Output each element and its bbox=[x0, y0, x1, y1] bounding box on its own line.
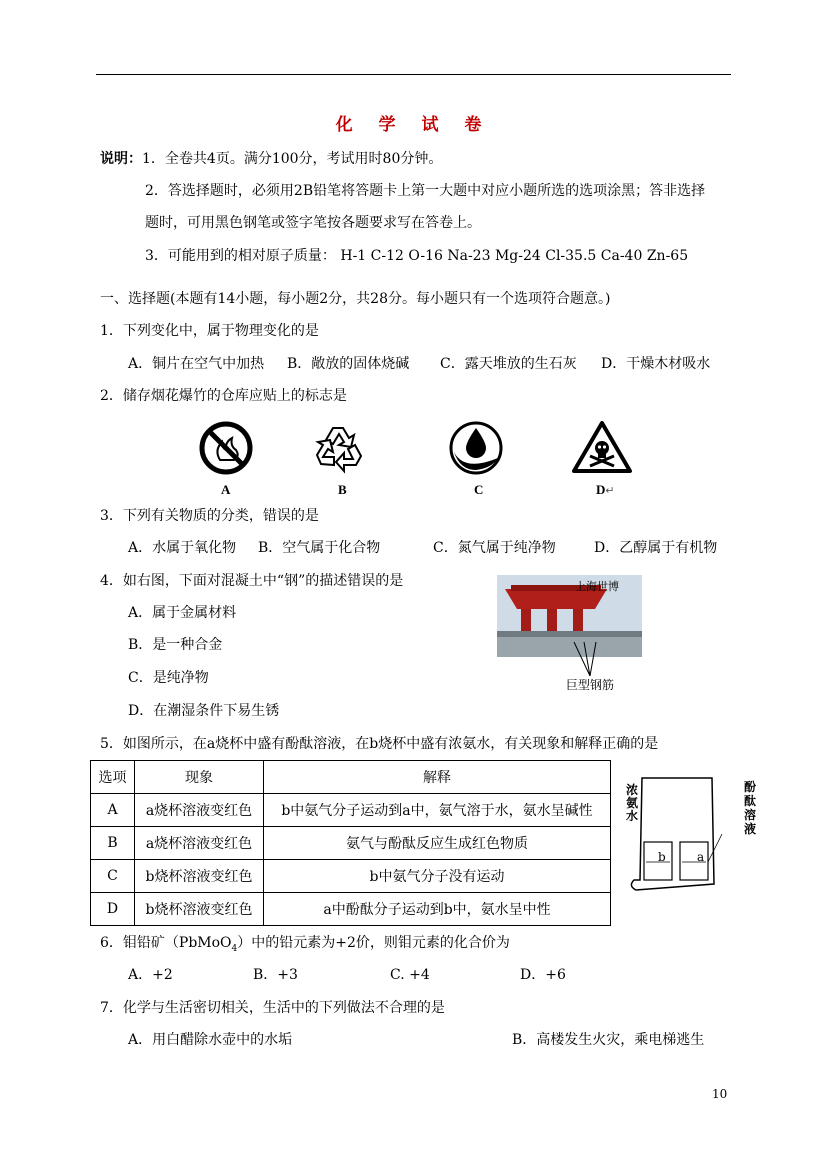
note-1: 1．全卷共4页。满分100分，考试用时80分钟。 bbox=[142, 151, 443, 167]
q5-stem: 5．如图所示，在a烧杯中盛有酚酞溶液，在b烧杯中盛有浓氨水，有关现象和解释正确的是 bbox=[100, 736, 659, 752]
return-arrow-icon: ↵ bbox=[605, 485, 615, 497]
table-cell: b中氨气分子运动到a中，氨气溶于水，氨水呈碱性 bbox=[264, 794, 611, 827]
fig-label-ammonia: 浓氨水 bbox=[626, 783, 639, 823]
q5-table bbox=[90, 760, 611, 926]
table-header-cell: 现象 bbox=[135, 761, 264, 794]
table-cell: C bbox=[91, 860, 135, 893]
note-2b: 题时，可用黑色钢笔或签字笔按各题要求写在答卷上。 bbox=[145, 215, 481, 231]
q4-option-a: A．属于金属材料 bbox=[128, 605, 237, 621]
table-cell: a中酚酞分子运动到b中，氨水呈中性 bbox=[264, 893, 611, 926]
q2-label-d bbox=[596, 482, 615, 498]
section-heading: 一、选择题(本题有14小题，每小题2分，共28分。每小题只有一个选项符合题意。) bbox=[100, 291, 611, 307]
q1-option-b: B．敞放的固体烧碱 bbox=[287, 356, 410, 372]
header-rule bbox=[96, 74, 731, 75]
notes-line-1 bbox=[100, 150, 442, 168]
table-row bbox=[91, 794, 611, 827]
toxic-sign-icon bbox=[571, 420, 633, 474]
page-number: 10 bbox=[712, 1087, 728, 1101]
q6-stem-post: ）中的铅元素为+2价，则钼元素的化合价为 bbox=[237, 935, 510, 951]
q2-label-a: A bbox=[221, 482, 231, 497]
q7-stem: 7．化学与生活密切相关，生活中的下列做法不合理的是 bbox=[100, 1000, 445, 1016]
table-cell: b中氨气分子没有运动 bbox=[264, 860, 611, 893]
q2-label-b: B bbox=[338, 482, 347, 497]
table-header-cell: 解释 bbox=[264, 761, 611, 794]
table-header-row bbox=[91, 761, 611, 794]
q1-option-a: A．铜片在空气中加热 bbox=[128, 356, 265, 372]
q2-label-d-text: D bbox=[596, 482, 606, 497]
q3-stem: 3．下列有关物质的分类，错误的是 bbox=[100, 508, 319, 524]
no-fire-sign-icon bbox=[198, 420, 254, 476]
q3-option-a: A．水属于氧化物 bbox=[128, 540, 237, 556]
q6-stem-pre: 6．钼铅矿（PbMoO bbox=[100, 935, 232, 951]
fig-label-phenolphthalein: 酚酞溶液 bbox=[744, 780, 757, 836]
table-cell: B bbox=[91, 827, 135, 860]
q6-stem-sub: 4 bbox=[231, 943, 238, 954]
q2-stem: 2．储存烟花爆竹的仓库应贴上的标志是 bbox=[100, 388, 347, 404]
table-header-cell: 选项 bbox=[91, 761, 135, 794]
q4-option-c: C．是纯净物 bbox=[128, 670, 209, 686]
pointer-lines bbox=[560, 640, 620, 678]
table-cell: b烧杯溶液变红色 bbox=[135, 860, 264, 893]
q4-stem: 4．如右图，下面对混凝土中“钢”的描述错误的是 bbox=[100, 573, 404, 589]
q6-option-c: C. +4 bbox=[390, 967, 430, 983]
q6-stem bbox=[100, 934, 510, 958]
photo-caption: 上海世博 bbox=[575, 580, 619, 593]
q6-option-b: B．+3 bbox=[253, 967, 298, 983]
beaker-b-label: b bbox=[658, 850, 666, 864]
q6-option-d: D．+6 bbox=[520, 967, 566, 983]
q3-option-b: B．空气属于化合物 bbox=[258, 540, 381, 556]
beaker-experiment-figure bbox=[622, 772, 742, 894]
table-cell: a烧杯溶液变红色 bbox=[135, 794, 264, 827]
table-row bbox=[91, 893, 611, 926]
photo-label: 巨型钢筋 bbox=[566, 678, 615, 692]
note-2a: 2．答选择题时，必须用2B铅笔将答题卡上第一大题中对应小题所选的选项涂黑；答非选择 bbox=[145, 183, 706, 199]
q4-option-b: B．是一种合金 bbox=[128, 637, 223, 653]
table-cell: D bbox=[91, 893, 135, 926]
q4-option-d: D．在潮湿条件下易生锈 bbox=[128, 703, 280, 719]
q1-option-d: D．干燥木材吸水 bbox=[601, 356, 711, 372]
table-row bbox=[91, 860, 611, 893]
q7-option-a: A．用白醋除水壶中的水垢 bbox=[128, 1032, 293, 1048]
table-cell: a烧杯溶液变红色 bbox=[135, 827, 264, 860]
q7-option-b: B．高楼发生火灾，乘电梯逃生 bbox=[512, 1032, 705, 1048]
q1-option-c: C．露天堆放的生石灰 bbox=[440, 356, 577, 372]
q1-stem: 1．下列变化中，属于物理变化的是 bbox=[100, 323, 319, 339]
page-title: 化 学 试 卷 bbox=[335, 115, 492, 135]
table-row bbox=[91, 827, 611, 860]
water-save-sign-icon bbox=[448, 420, 504, 476]
table-cell: 氨气与酚酞反应生成红色物质 bbox=[264, 827, 611, 860]
q3-option-c: C．氮气属于纯净物 bbox=[433, 540, 556, 556]
table-cell: A bbox=[91, 794, 135, 827]
beaker-a-label: a bbox=[697, 850, 705, 864]
q6-option-a: A．+2 bbox=[128, 967, 173, 983]
notes-label: 说明： bbox=[100, 151, 142, 167]
table-cell: b烧杯溶液变红色 bbox=[135, 893, 264, 926]
recycle-sign-icon bbox=[313, 420, 369, 476]
q2-label-c: C bbox=[474, 482, 484, 497]
q3-option-d: D．乙醇属于有机物 bbox=[594, 540, 718, 556]
note-3: 3．可能用到的相对原子质量： H-1 C-12 O-16 Na-23 Mg-24 Cl-35.5 Ca-40 Zn-65 bbox=[145, 248, 689, 264]
